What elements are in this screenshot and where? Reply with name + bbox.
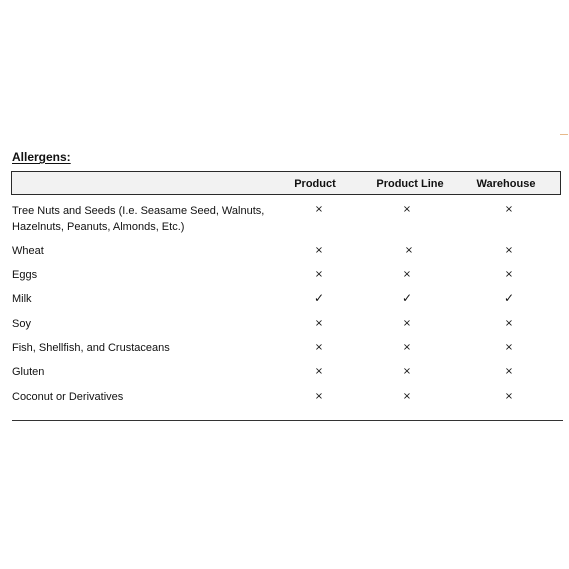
warehouse-status-mark: × — [504, 366, 514, 377]
corner-accent-line — [560, 134, 568, 135]
product-status-mark: × — [314, 391, 324, 402]
warehouse-check-mark: ✓ — [503, 291, 515, 305]
row-label-coconut: Coconut or Derivatives — [12, 391, 124, 403]
product-status-mark: × — [314, 269, 324, 280]
product-check-mark: ✓ — [313, 291, 325, 305]
warehouse-status-mark: × — [504, 269, 514, 280]
row-label-tree-nuts: Tree Nuts and Seeds (I.e. Seasame Seed, Walnuts, Hazelnuts, Peanuts, Almonds, Etc.) — [12, 205, 265, 233]
product-status-mark: × — [314, 245, 324, 256]
warehouse-status-mark: × — [504, 391, 514, 402]
row-label-gluten: Gluten — [12, 366, 45, 378]
table-bottom-rule — [12, 420, 563, 421]
row-label-soy: Soy — [12, 318, 31, 330]
warehouse-status-mark: × — [504, 204, 514, 215]
product-line-status-mark: × — [402, 366, 412, 377]
warehouse-status-mark: × — [504, 342, 514, 353]
product-status-mark: × — [314, 318, 324, 329]
product-status-mark: × — [314, 204, 324, 215]
row-label-milk: Milk — [12, 293, 32, 305]
row-label-fish: Fish, Shellfish, and Crustaceans — [12, 342, 170, 354]
warehouse-status-mark: × — [504, 245, 514, 256]
row-label-eggs: Eggs — [12, 269, 38, 281]
column-header-product: Product — [294, 178, 336, 190]
product-status-mark: × — [314, 342, 324, 353]
section-title: Allergens: — [12, 150, 71, 164]
product-line-status-mark: × — [404, 245, 414, 256]
product-line-status-mark: × — [402, 391, 412, 402]
column-header-product-line: Product Line — [376, 178, 444, 190]
row-label-wheat: Wheat — [12, 245, 44, 257]
warehouse-status-mark: × — [504, 318, 514, 329]
product-status-mark: × — [314, 366, 324, 377]
product-line-check-mark: ✓ — [401, 291, 413, 305]
product-line-status-mark: × — [402, 318, 412, 329]
product-line-status-mark: × — [402, 204, 412, 215]
product-line-status-mark: × — [402, 342, 412, 353]
column-header-warehouse: Warehouse — [476, 178, 536, 190]
product-line-status-mark: × — [402, 269, 412, 280]
